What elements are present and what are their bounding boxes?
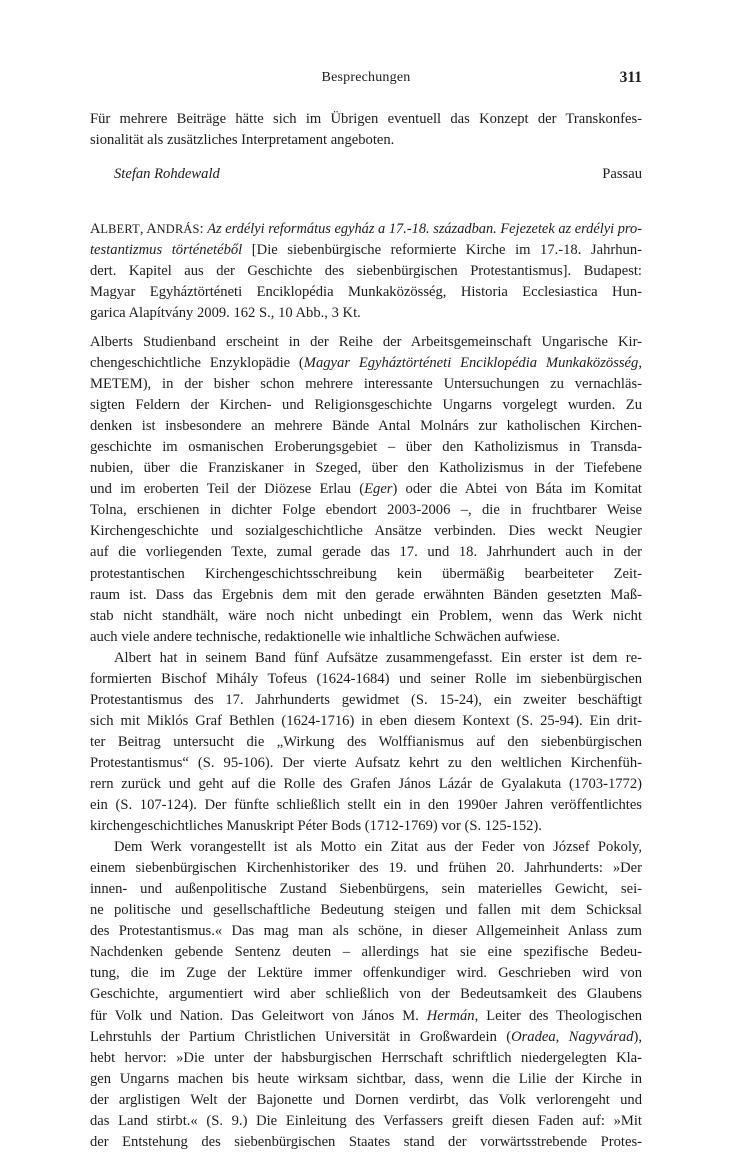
text-line: denken ist insbesondere an mehrere Bände Antal Molnárs zur katholischen Kirchen- bbox=[90, 418, 642, 435]
text-line: Geschichte, argumentiert wird aber schließlich von der Bedeutsamkeit des Glaubens bbox=[90, 986, 642, 1003]
reviewer-signature bbox=[90, 166, 642, 186]
text-line: Dem Werk vorangestellt ist als Motto ein Zitat aus der Feder von József Pokoly, bbox=[114, 839, 642, 856]
text-line: Tolna, erschienen in dichter Folge ebendort 2003-2006 –, die in fruchtbarer Weise bbox=[90, 502, 642, 519]
text-line: protestantischen Kirchengeschichtsschreibung kein übermäßig bearbeiteter Zeit- bbox=[90, 565, 642, 582]
text-line: einem siebenbürgischen Kirchenhistoriker des 19. und frühen 20. Jahrhunderts: »Der bbox=[90, 860, 642, 877]
reviewer-name: Stefan Rohdewald bbox=[114, 166, 220, 182]
paragraph bbox=[90, 648, 642, 837]
book-citation bbox=[90, 219, 642, 324]
text-line: kirchengeschichtliches Manuskript Péter Bods (1712-1769) vor (S. 125-152). bbox=[90, 818, 542, 835]
text-line: Für mehrere Beiträge hätte sich im Übrigen eventuell das Konzept der Transkonfes- bbox=[90, 111, 642, 127]
text-line: ne politische und gesellschaftliche Bedeutung steigen und fallen mit dem Schicksal bbox=[90, 902, 642, 919]
text-line: METEM), in der bisher schon mehrere interessante Untersuchungen zu vernachläs- bbox=[90, 376, 642, 393]
previous-review-ending bbox=[90, 109, 642, 151]
review-body bbox=[90, 332, 642, 1153]
text-line: der Entstehung des siebenbürgischen Staates stand der vorwärtsstrebende Protes- bbox=[90, 1133, 642, 1150]
text-line: Nachdenken gebende Sentenz deuten – allerdings hat sie eine spezifische Bedeu- bbox=[90, 944, 642, 961]
text-line: raum ist. Dass das Ergebnis dem mit den gerade erwähnten Bänden gesetzten Maß- bbox=[90, 586, 642, 603]
page-number: 311 bbox=[619, 69, 642, 86]
text-line: rern zurück und geht auf die Rolle des Grafen János Lázár de Gyalakuta (1703-1772) bbox=[90, 775, 642, 792]
page-header bbox=[90, 70, 642, 90]
text-line: Lehrstuhls der Partium Christlichen Universität in Großwardein (Oradea, Nagyvárad), bbox=[90, 1028, 642, 1045]
paragraph bbox=[90, 332, 642, 648]
author-surname: ALBERT bbox=[90, 221, 140, 237]
author-forename: ANDRÁS bbox=[146, 221, 200, 237]
text-line: des Protestantismus.« Das mag man als schöne, in dieser Allgemeinheit Anlass zum bbox=[90, 923, 642, 940]
citation-line: garica Alapítvány 2009. 162 S., 10 Abb., 3 Kt. bbox=[90, 305, 361, 322]
citation-line: dert. Kapitel aus der Geschichte des siebenbürgischen Protestantismus]. Budapest: bbox=[90, 263, 642, 280]
text-line: tung, die im Zuge der Lektüre immer offenkundiger wird. Geschrieben wird von bbox=[90, 965, 642, 982]
text-line: ein (S. 107-124). Der fünfte schließlich stellt ein in den 1990er Jahren veröffentlichtes bbox=[90, 797, 642, 814]
text-line: Protestantismus“ (S. 95-106). Der vierte Aufsatz kehrt zu den weltlichen Kirchenfüh- bbox=[90, 754, 642, 771]
text-line: sionalität als zusätzliches Interpretament angeboten. bbox=[90, 132, 395, 149]
text-line: nubien, über die Franziskaner in Szeged, über den Katholizismus in der Tiefebene bbox=[90, 460, 642, 477]
citation-line: Magyar Egyháztörténeti Enciklopédia Munkaközösség, Historia Ecclesiastica Hun- bbox=[90, 284, 642, 301]
text-line: sich mit Miklós Graf Bethlen (1624-1716) in eben diesem Kontext (S. 25-94). Ein drit- bbox=[90, 712, 642, 729]
text-line: der arglistigen Welt der Bajonette und Dornen verdirbt, das Volk verlorengeht und bbox=[90, 1091, 642, 1108]
text-line: für Volk und Nation. Das Geleitwort von János M. Hermán, Leiter des Theologischen bbox=[90, 1007, 642, 1024]
citation-line: testantizmus történetéből [Die siebenbürgische reformierte Kirche im 17.-18. Jahrhun- bbox=[90, 242, 642, 259]
text-line: innen- und außenpolitische Zustand Siebenbürgens, sein materielles Gewicht, sei- bbox=[90, 881, 642, 898]
text-line: auch viele andere technische, redaktionelle wie inhaltliche Schwächen aufwiese. bbox=[90, 628, 561, 645]
text-line: sigten Feldern der Kirchen- und Religionsgeschichte Ungarns vorgelegt wurden. Zu bbox=[90, 397, 642, 414]
text-line: gen Ungarns machen bis heute wirksam sichtbar, dass, wenn die Lilie der Kirche in bbox=[90, 1070, 642, 1087]
text-line: und im eroberten Teil der Diözese Erlau (Eger) oder die Abtei von Báta im Komitat bbox=[90, 481, 642, 498]
text-line: chengeschichtliche Enzyklopädie (Magyar Egyháztörténeti Enciklopédia Munkaközösség, bbox=[90, 355, 642, 372]
text-line: stab nicht standhält, wäre noch nicht unbedingt ein Problem, wenn das Werk nicht bbox=[90, 607, 642, 624]
text-line: geschichte im osmanischen Eroberungsgebiet – über den Katholizismus in Transda- bbox=[90, 439, 642, 456]
paragraph bbox=[90, 837, 642, 1153]
citation-line: ALBERT, ANDRÁS: Az erdélyi református egyház a 17.-18. században. Fejezetek az erdélyi pro- bbox=[90, 221, 642, 237]
reviewer-place: Passau bbox=[602, 166, 642, 182]
text-line: Alberts Studienband erscheint in der Reihe der Arbeitsgemeinschaft Ungarische Kir- bbox=[90, 334, 642, 350]
text-line: formierten Bischof Mihály Tofeus (1624-1684) und seiner Rolle im siebenbürgischen bbox=[90, 670, 642, 687]
text-line: das Land stirbt.« (S. 9.) Die Einleitung des Verfassers greift diesen Faden auf: »Mit bbox=[90, 1112, 642, 1129]
text-line: Protestantismus des 17. Jahrhunderts gewidmet (S. 15-24), ein zweiter beschäftigt bbox=[90, 691, 642, 708]
text-line: Kirchengeschichte und sozialgeschichtliche Ansätze verbinden. Dies weckt Neugier bbox=[90, 523, 642, 540]
text-line: auf die vorliegenden Texte, zumal gerade das 17. und 18. Jahrhundert auch in der bbox=[90, 544, 642, 561]
text-line: ter Beitrag untersucht die „Wirkung des Wolffianismus auf den siebenbürgischen bbox=[90, 733, 642, 750]
running-head: Besprechungen bbox=[321, 70, 411, 85]
book-title: Az erdélyi református egyház a 17.-18. században. Fejezetek az erdélyi pro- bbox=[207, 221, 642, 237]
text-line: Albert hat in seinem Band fünf Aufsätze zusammengefasst. Ein erster ist dem re- bbox=[114, 649, 642, 666]
text-line: hebt hervor: »Die unter der habsburgischen Herrschaft schriftlich niedergelegten Kla- bbox=[90, 1049, 642, 1066]
book-title: testantizmus történetéből bbox=[90, 242, 243, 259]
